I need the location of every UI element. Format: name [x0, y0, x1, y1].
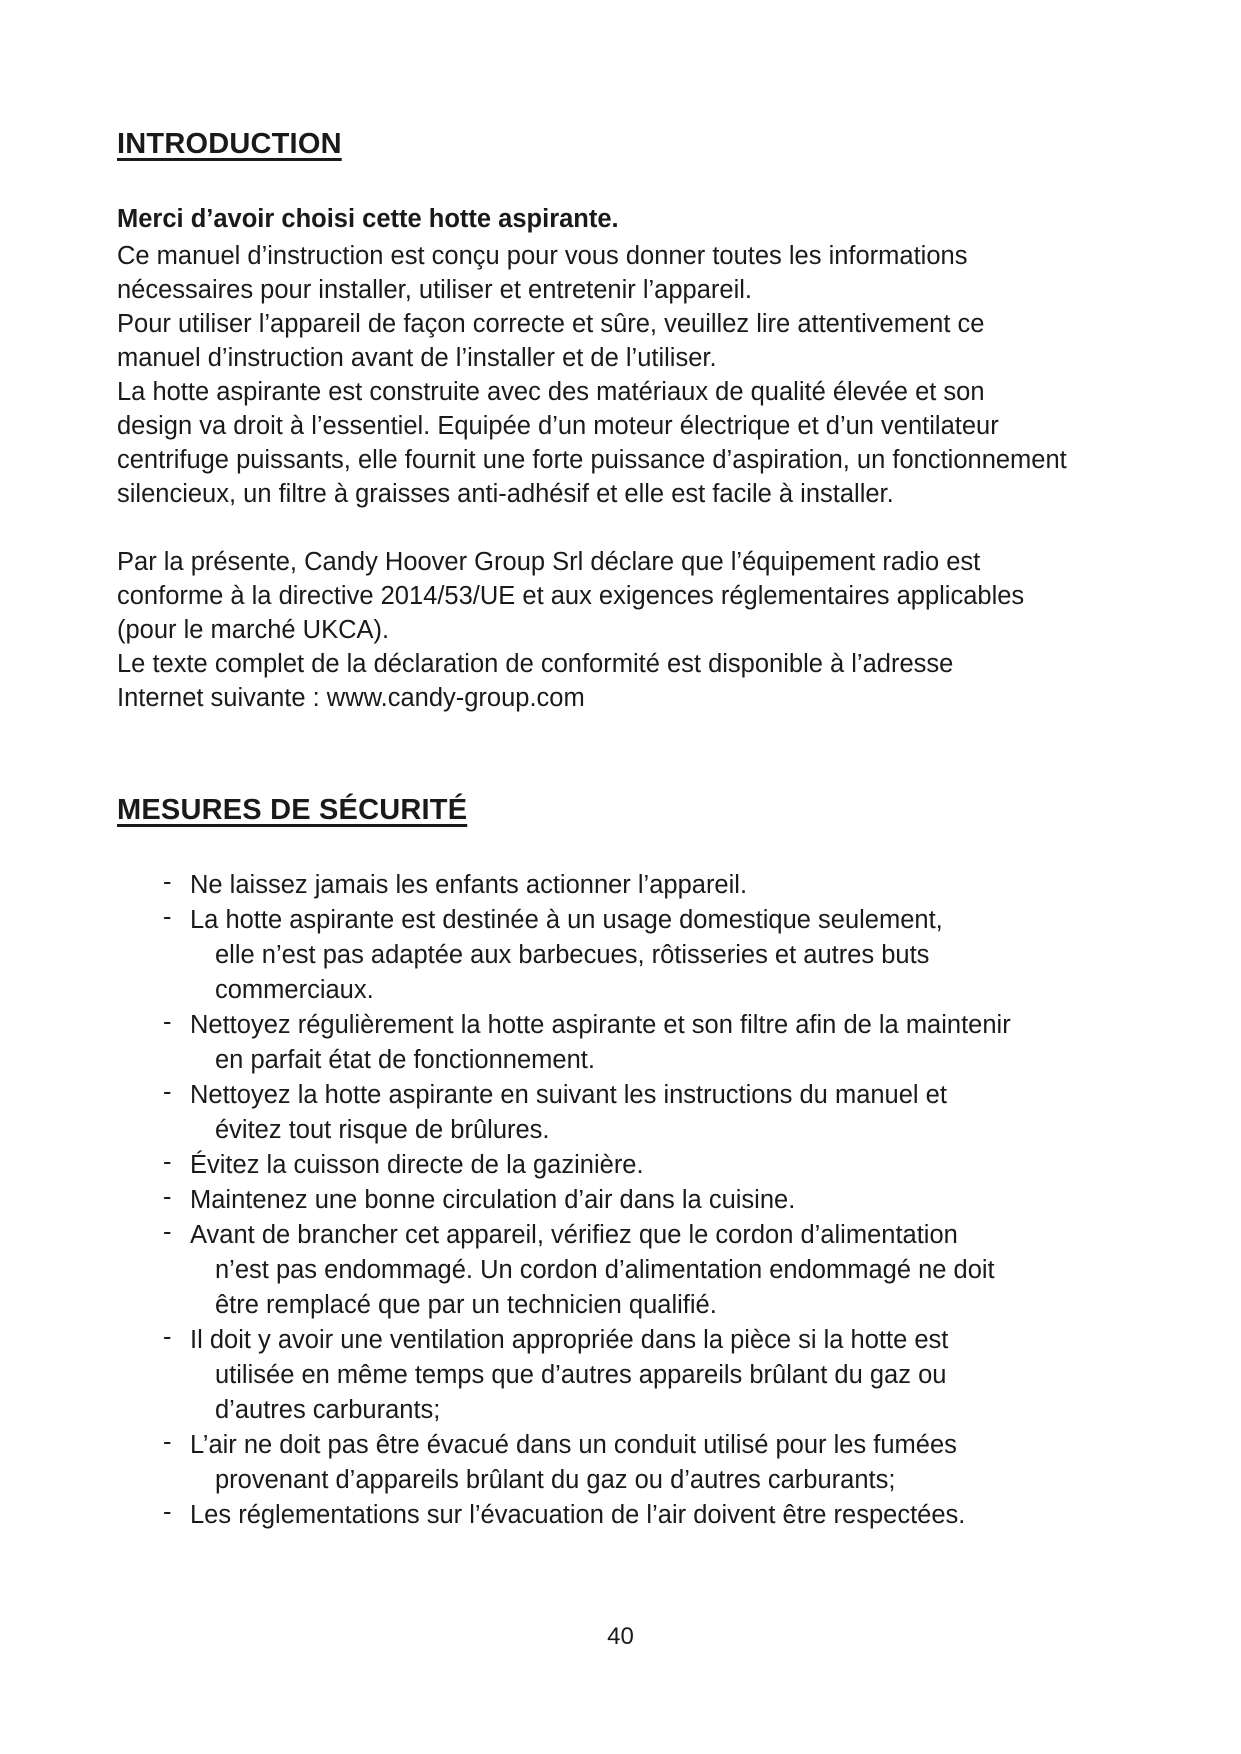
safety-item-line: n’est pas endommagé. Un cordon d’alimentation endommagé ne doit [215, 1256, 995, 1284]
list-dash: - [163, 903, 172, 931]
safety-item [163, 1218, 1163, 1323]
safety-item-line: utilisée en même temps que d’autres appareils brûlant du gaz ou [215, 1361, 947, 1389]
paragraph-spacer [117, 511, 1197, 545]
safety-item-line: Ne laissez jamais les enfants actionner l’appareil. [190, 871, 748, 899]
safety-item [163, 1428, 1163, 1498]
safety-item-line: provenant d’appareils brûlant du gaz ou d’autres carburants; [215, 1466, 896, 1494]
list-dash: - [163, 1323, 172, 1351]
list-dash: - [163, 1008, 172, 1036]
intro-paragraph-2: Pour utiliser l’appareil de façon correcte et sûre, veuillez lire attentivement ce manuel d’instruction avant de l’installer et de l’utiliser. [117, 310, 985, 372]
safety-item-line: elle n’est pas adaptée aux barbecues, rôtisseries et autres buts [215, 941, 930, 969]
safety-item-line: Les réglementations sur l’évacuation de l’air doivent être respectées. [190, 1501, 966, 1529]
safety-item-line: Maintenez une bonne circulation d’air dans la cuisine. [190, 1186, 796, 1214]
safety-item-line: L’air ne doit pas être évacué dans un conduit utilisé pour les fumées [190, 1431, 957, 1459]
conformity-paragraph: Par la présente, Candy Hoover Group Srl déclare que l’équipement radio est conforme à la directive 2014/53/UE et aux exigences réglementaires applicables (pour le marché UKCA). [117, 548, 1025, 644]
safety-item [163, 1183, 1163, 1218]
introduction-text [117, 202, 1197, 715]
safety-heading: MESURES DE SÉCURITÉ [117, 794, 468, 826]
list-dash: - [163, 1428, 172, 1456]
safety-item-line: commerciaux. [215, 976, 374, 1004]
list-dash: - [163, 868, 172, 896]
safety-item [163, 1498, 1163, 1533]
safety-item-line: La hotte aspirante est destinée à un usage domestique seulement, [190, 906, 943, 934]
safety-item [163, 903, 1163, 1008]
declaration-paragraph: Le texte complet de la déclaration de conformité est disponible à l’adresse Internet suivante : www.candy-group.com [117, 650, 954, 712]
safety-item-line: Il doit y avoir une ventilation appropriée dans la pièce si la hotte est [190, 1326, 949, 1354]
list-dash: - [163, 1183, 172, 1211]
introduction-heading: INTRODUCTION [117, 128, 342, 160]
list-dash: - [163, 1148, 172, 1176]
safety-item-line: Nettoyez la hotte aspirante en suivant les instructions du manuel et [190, 1081, 947, 1109]
safety-item [163, 1008, 1163, 1078]
list-dash: - [163, 1078, 172, 1106]
safety-item-line: Nettoyez régulièrement la hotte aspirante et son filtre afin de la maintenir [190, 1011, 1011, 1039]
intro-paragraph-3: La hotte aspirante est construite avec des matériaux de qualité élevée et son design va droit à l’essentiel. Equipée d’un moteur électrique et d’un ventilateur centrifuge puissants, elle fournit une forte puissance d’aspiration, un fonctionnement silencieux, un filtre à graisses anti-adhésif et elle est facile à installer. [117, 378, 1067, 508]
safety-item [163, 868, 1163, 903]
intro-paragraph-1: Ce manuel d’instruction est conçu pour vous donner toutes les informations nécessaires pour installer, utiliser et entretenir l’appareil. [117, 242, 968, 304]
safety-list [163, 868, 1163, 1533]
list-dash: - [163, 1498, 172, 1526]
safety-item-line: Avant de brancher cet appareil, vérifiez que le cordon d’alimentation [190, 1221, 958, 1249]
safety-item [163, 1148, 1163, 1183]
safety-item-line: être remplacé que par un technicien qualifié. [215, 1291, 717, 1319]
list-dash: - [163, 1218, 172, 1246]
page-number: 40 [607, 1623, 634, 1650]
safety-item-line: Évitez la cuisson directe de la gazinière. [190, 1151, 644, 1179]
safety-item-line: évitez tout risque de brûlures. [215, 1116, 550, 1144]
safety-item-line: d’autres carburants; [215, 1396, 441, 1424]
safety-item [163, 1323, 1163, 1428]
safety-item-line: en parfait état de fonctionnement. [215, 1046, 595, 1074]
safety-item [163, 1078, 1163, 1148]
thanks-line: Merci d’avoir choisi cette hotte aspirante. [117, 205, 619, 233]
